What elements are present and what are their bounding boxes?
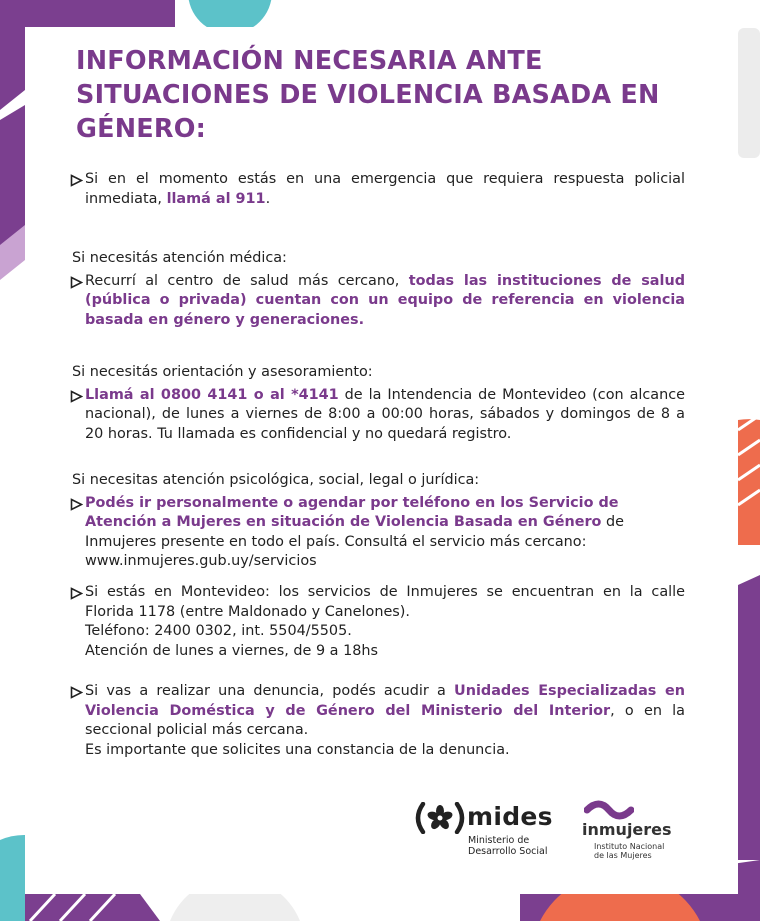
montevideo-item: [70, 583, 685, 661]
triangle-bullet-icon: [70, 682, 85, 702]
psych-text: Podés ir personalmente o agendar por teléfono en los Servicio de Atención a Mujeres en situación de Violencia Basada en Género de Inmujeres presente en todo el país. Consultá el servicio más cercano: www.inmujeres.gub.uy/servicios: [85, 494, 625, 570]
psych-heading: Si necesitas atención psicológica, social, legal o jurídica:: [72, 472, 480, 488]
section-montevideo: [70, 583, 685, 661]
inmujeres-logo: [582, 800, 692, 862]
denuncia-text: Si vas a realizar una denuncia, podés acudir a Unidades Especializadas en Violencia Doméstica y de Género del Ministerio del Interior, o en la seccional policial más cercana. Es importante que solicites una constancia de la denuncia.: [85, 682, 685, 760]
denuncia-item: [70, 682, 685, 760]
section-orientation: [70, 363, 685, 444]
inmujeres-wave-icon: [584, 800, 634, 822]
triangle-bullet-icon: [70, 494, 85, 514]
psych-item: [70, 494, 685, 572]
psych-highlight: Podés ir personalmente o agendar por teléfono en los Servicio de Atención a Mujeres en situación de Violencia Basada en Género: [85, 494, 619, 531]
medical-heading: Si necesitás atención médica:: [72, 250, 287, 266]
emergency-item: [70, 170, 685, 209]
section-psych: [70, 471, 685, 572]
montevideo-hours: Atención de lunes a viernes, de 9 a 18hs: [85, 642, 379, 659]
triangle-bullet-icon: [70, 170, 85, 190]
right-grey-bar: [738, 28, 760, 158]
inmujeres-wordmark: inmujeres: [582, 820, 672, 839]
orientation-heading: Si necesitás orientación y asesoramiento:: [72, 364, 373, 380]
montevideo-text: [85, 583, 685, 661]
triangle-bullet-icon: [70, 272, 85, 292]
orientation-highlight: Llamá al 0800 4141 o al *4141: [85, 386, 339, 403]
inmujeres-subtitle: Instituto Nacional de las Mujeres: [594, 842, 665, 860]
montevideo-phone: Teléfono: 2400 0302, int. 5504/5505.: [85, 623, 352, 640]
section-denuncia: [70, 682, 685, 760]
medical-text: Recurrí al centro de salud más cercano, todas las instituciones de salud (pública o privada) cuentan con un equipo de referencia en violencia basada en género y generaciones.: [85, 272, 685, 328]
right-purple-shape: [738, 575, 760, 860]
section-medical: [70, 249, 685, 330]
medical-item: [70, 272, 685, 331]
orientation-text: Llamá al 0800 4141 o al *4141 de la Intendencia de Montevideo (con alcance nacional), de lunes a viernes de 8:00 a 00:00 horas, sábados y domingos de 8 a 20 horas. Tu llamada es confidencial y no quedará registro.: [85, 386, 685, 442]
montevideo-address: Si estás en Montevideo: los servicios de Inmujeres se encuentran en la calle Florida 1178 (entre Maldonado y Canelones).: [85, 584, 685, 620]
mides-logo: [415, 802, 565, 862]
section-emergency: [70, 170, 685, 209]
right-coral-shape: [738, 419, 760, 545]
mides-wordmark: mides: [467, 802, 553, 831]
mides-parentheses-flower-icon: [415, 802, 465, 834]
denuncia-note: Es importante que solicites una constancia de la denuncia.: [85, 741, 510, 758]
triangle-bullet-icon: [70, 386, 85, 406]
content-card: [25, 27, 738, 894]
mides-subtitle: Ministerio de Desarrollo Social: [468, 835, 548, 857]
medical-highlight: todas las instituciones de salud (pública o privada) cuentan con un equipo de referencia en violencia basada en género y generaciones.: [85, 272, 685, 328]
denuncia-highlight: Unidades Especializadas en Violencia Doméstica y de Género del Ministerio del Interior: [85, 683, 685, 719]
page-title: INFORMACIÓN NECESARIA ANTE SITUACIONES DE VIOLENCIA BASADA EN GÉNERO:: [76, 46, 660, 144]
triangle-bullet-icon: [70, 583, 85, 603]
emergency-text: Si en el momento estás en una emergencia que requiera respuesta policial inmediata, llamá al 911.: [85, 171, 685, 207]
emergency-highlight: llamá al 911: [166, 190, 266, 207]
bottom-left-teal: [0, 835, 25, 921]
left-purple-arc: [0, 105, 25, 245]
orientation-item: [70, 386, 685, 445]
